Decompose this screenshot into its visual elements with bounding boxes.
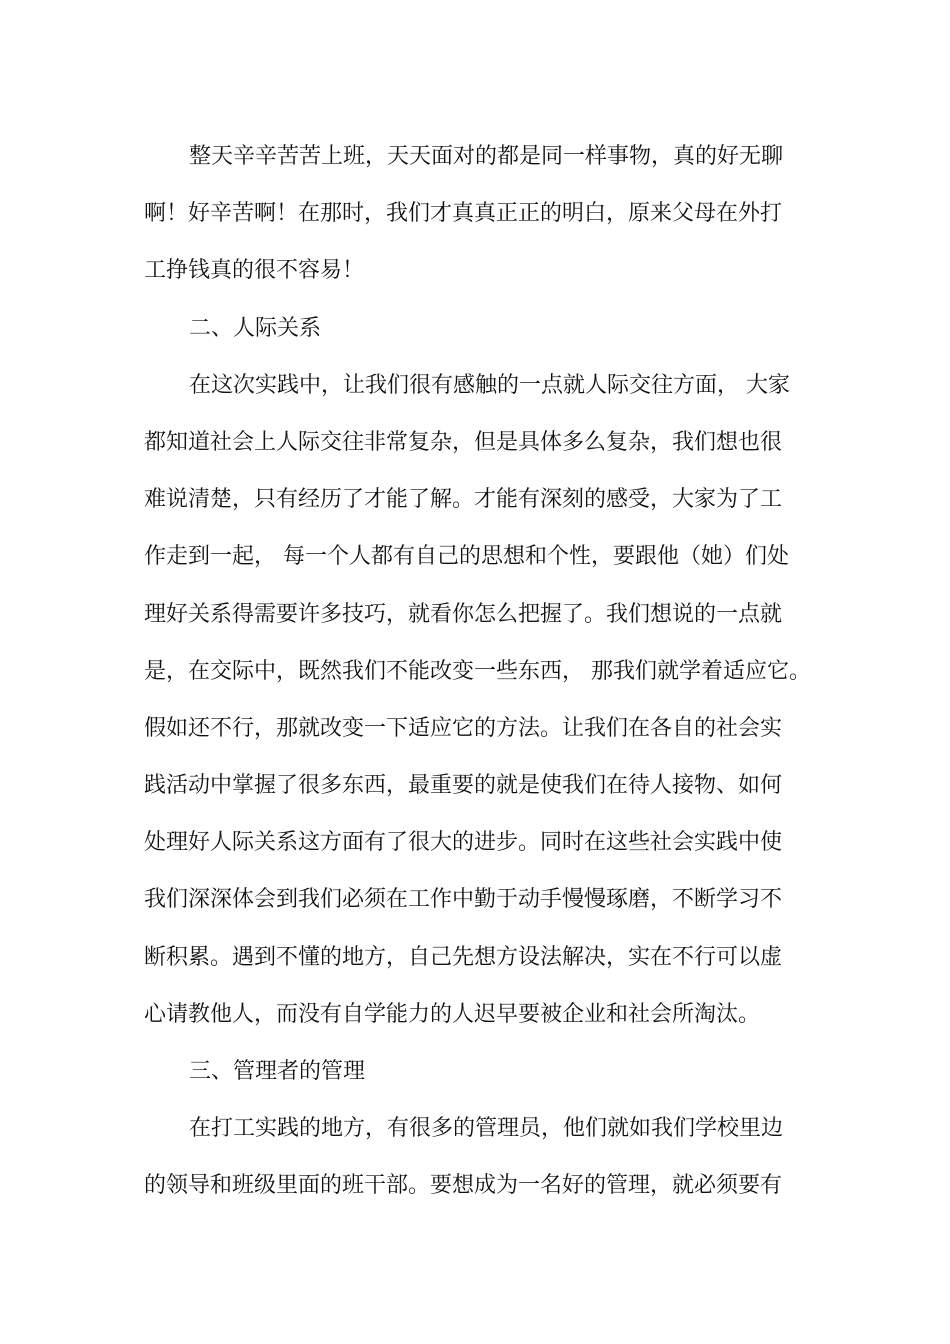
text-line: 都知道社会上人际交往非常复杂，但是具体多么复杂，我们想也很 [144,429,783,455]
text-line: 我们深深体会到我们必须在工作中勤于动手慢慢琢磨，不断学习不 [144,887,783,913]
section-heading-management: 三、管理者的管理 [189,1059,366,1084]
text-line: 是，在交际中，既然我们不能改变一些东西， 那我们就学着适应它。 [144,658,811,684]
section-heading-interpersonal: 二、人际关系 [189,315,322,341]
text-line: 处理好人际关系这方面有了很大的进步。同时在这些社会实践中使 [144,830,783,856]
text-line: 在打工实践的地方，有很多的管理员，他们就如我们学校里边 [189,1116,784,1142]
text-line: 心请教他人，而没有自学能力的人迟早要被企业和社会所淘汰。 [144,1001,761,1027]
text-line: 作走到一起， 每一个人都有自己的思想和个性，要跟他（她）们处 [144,544,789,570]
text-line: 践活动中掌握了很多东西，最重要的就是使我们在待人接物、如何 [144,773,783,799]
text-line: 理好关系得需要许多技巧，就看你怎么把握了。我们想说的一点就 [144,601,783,627]
document-body [144,128,824,1215]
text-line: 整天辛辛苦苦上班，天天面对的都是同一样事物，真的好无聊 [189,144,784,169]
text-line: 啊！好辛苦啊！在那时，我们才真真正正的明白，原来父母在外打 [144,201,783,227]
text-line: 在这次实践中，让我们很有感触的一点就人际交往方面， 大家 [189,372,790,398]
text-line: 工挣钱真的很不容易！ [144,258,365,284]
text-line: 难说清楚，只有经历了才能了解。才能有深刻的感受，大家为了工 [144,487,783,513]
text-line: 的领导和班级里面的班干部。要想成为一名好的管理，就必须要有 [144,1173,783,1199]
text-line: 假如还不行，那就改变一下适应它的方法。让我们在各自的社会实 [144,715,783,741]
text-line: 断积累。遇到不懂的地方，自己先想方设法解决，实在不行可以虚 [144,944,783,970]
